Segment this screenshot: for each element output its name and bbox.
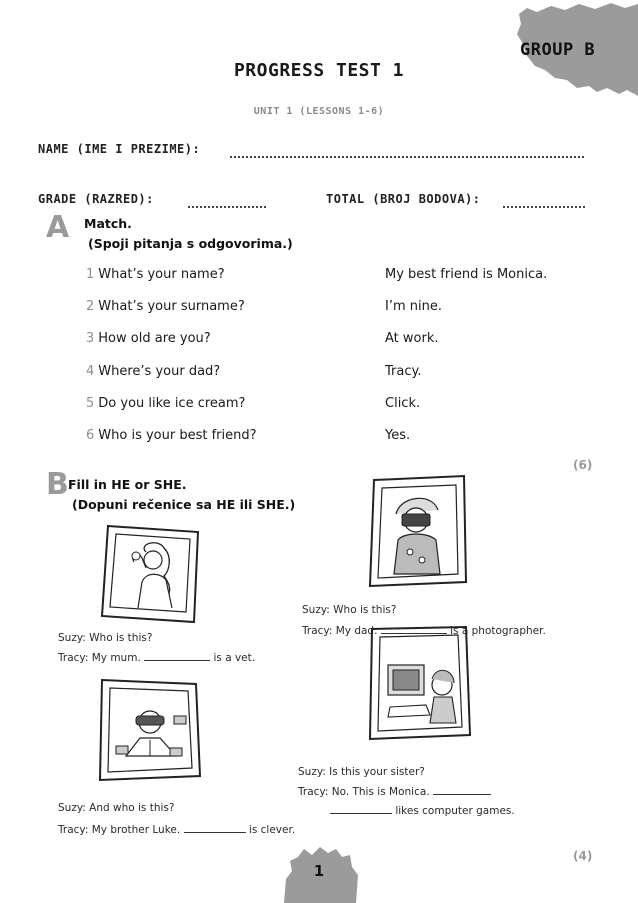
question-5 <box>86 396 245 411</box>
question-number: 4 <box>86 364 95 379</box>
dialog-1-answer <box>58 650 255 664</box>
fill-in-blank[interactable] <box>433 784 491 795</box>
question-2 <box>86 299 245 314</box>
answer-text: likes computer games. <box>395 805 515 817</box>
dialog-4-question: Suzy: Is this your sister? <box>298 766 425 778</box>
dialog-1-question: Suzy: Who is this? <box>58 632 153 644</box>
total-field[interactable] <box>503 196 585 208</box>
section-a-subtitle: (Spoji pitanja s odgovorima.) <box>88 236 293 251</box>
fill-in-blank[interactable] <box>330 803 392 814</box>
page-title: PROGRESS TEST 1 <box>233 60 405 81</box>
answer-text: is clever. <box>248 824 296 836</box>
dialog-2-question: Suzy: Who is this? <box>302 604 397 616</box>
answer-text: Tracy: No. This is Monica. <box>298 786 430 798</box>
answer-option: At work. <box>385 331 439 346</box>
dialog-2-answer <box>302 623 546 637</box>
answer-option: Click. <box>385 396 421 411</box>
answer-option: Tracy. <box>385 364 422 379</box>
answer-text: Tracy: My mum. <box>58 652 141 664</box>
answer-text: Tracy: My brother Luke. <box>58 824 181 836</box>
question-number: 5 <box>86 396 95 411</box>
section-b-score: (4) <box>573 849 593 863</box>
dialog-3-question: Suzy: And who is this? <box>58 802 175 814</box>
fill-in-blank[interactable] <box>144 650 210 661</box>
question-text: Who is your best friend? <box>98 428 257 443</box>
answer-text: is a vet. <box>213 652 256 664</box>
question-number: 2 <box>86 299 95 314</box>
answer-text: Tracy: My dad. <box>302 625 378 637</box>
dialog-4-answer-line1 <box>298 784 491 798</box>
question-3 <box>86 331 211 346</box>
monica-computer-picture <box>366 625 472 743</box>
answer-option: I’m nine. <box>385 299 442 314</box>
question-text: Do you like ice cream? <box>98 396 246 411</box>
page-number: 1 <box>313 862 325 880</box>
section-a-letter: A <box>46 210 70 245</box>
page-subtitle: UNIT 1 (LESSONS 1-6) <box>253 106 385 117</box>
question-number: 1 <box>86 267 95 282</box>
question-number: 6 <box>86 428 95 443</box>
fill-in-blank[interactable] <box>184 822 246 833</box>
section-a-title: Match. <box>84 216 132 231</box>
dad-photographer-picture <box>366 474 470 590</box>
dialog-3-answer <box>58 822 295 836</box>
brother-books-picture <box>96 676 204 782</box>
question-4 <box>86 364 220 379</box>
answer-text: is a photographer. <box>450 625 546 637</box>
name-field[interactable] <box>230 146 584 158</box>
question-text: Where’s your dad? <box>98 364 221 379</box>
mum-vet-picture <box>98 522 204 626</box>
section-b-letter: B <box>46 467 69 502</box>
dialog-4-answer-line2 <box>330 803 515 817</box>
grade-field[interactable] <box>188 196 266 208</box>
fill-in-blank[interactable] <box>381 623 447 634</box>
name-label: NAME (IME I PREZIME): <box>38 142 201 156</box>
question-text: What’s your name? <box>98 267 225 282</box>
total-label: TOTAL (BROJ BODOVA): <box>326 192 481 206</box>
section-b-title: Fill in HE or SHE. <box>68 477 187 492</box>
group-label: GROUP B <box>520 40 596 60</box>
answer-option: My best friend is Monica. <box>385 267 548 282</box>
section-a-score: (6) <box>573 458 593 472</box>
question-number: 3 <box>86 331 95 346</box>
question-6 <box>86 428 257 443</box>
question-1 <box>86 267 225 282</box>
section-b-subtitle: (Dopuni rečenice sa HE ili SHE.) <box>72 497 296 512</box>
question-text: How old are you? <box>98 331 211 346</box>
grade-label: GRADE (RAZRED): <box>38 192 154 206</box>
question-text: What’s your surname? <box>98 299 245 314</box>
answer-option: Yes. <box>385 428 411 443</box>
